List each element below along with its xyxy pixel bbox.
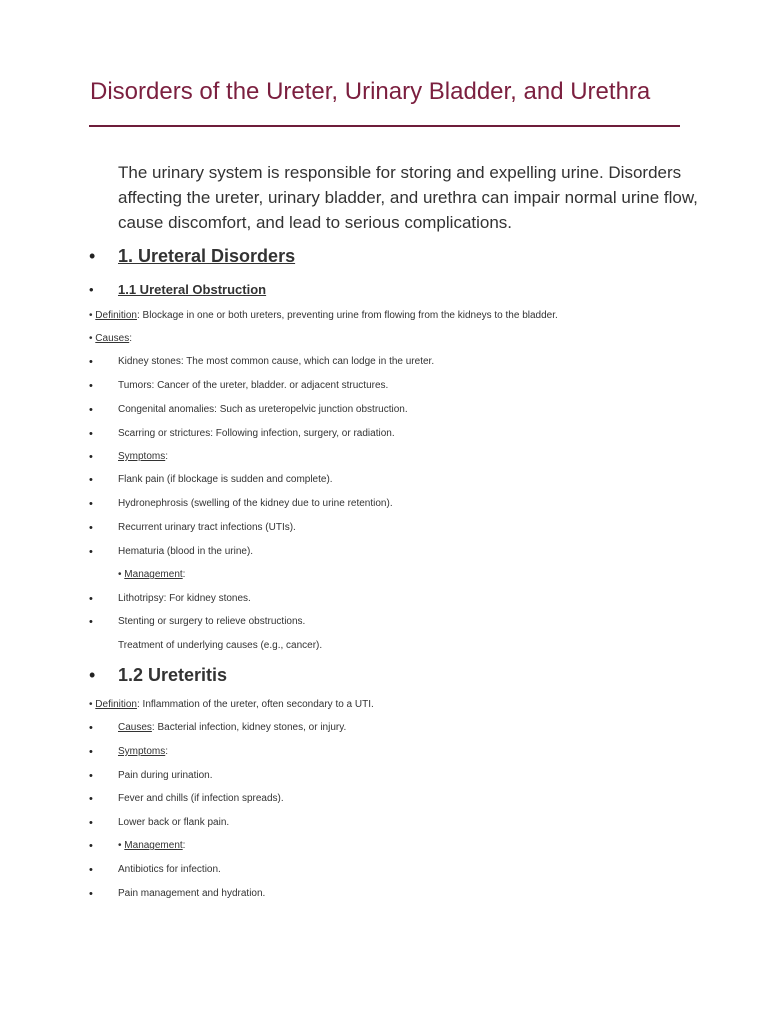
- bullet-icon: •: [89, 474, 93, 486]
- symptom-item: Hematuria (blood in the urine).: [118, 546, 254, 557]
- causes-text: : Bacterial infection, kidney stones, or injury.: [151, 722, 347, 733]
- subsection-1-1-heading: 1.1 Ureteral Obstruction: [118, 282, 267, 297]
- management-item: Stenting or surgery to relieve obstructions.: [118, 616, 306, 627]
- causes-label: Causes: [95, 333, 130, 344]
- bullet-icon: •: [89, 840, 93, 852]
- bullet-icon: •: [89, 246, 96, 266]
- definition-text: : Blockage in one or both ureters, preventing urine from flowing from the kidneys to the bladder.: [137, 310, 558, 321]
- cause-item: Congenital anomalies: Such as ureteropelvic junction obstruction.: [118, 404, 408, 415]
- bullet-icon: •: [89, 793, 93, 805]
- bullet-icon: •: [118, 840, 122, 851]
- bullet-icon: •: [89, 699, 93, 710]
- subsection-1-2-heading: 1.2 Ureteritis: [118, 665, 228, 685]
- bullet-icon: •: [89, 864, 93, 876]
- cause-item: Kidney stones: The most common cause, which can lodge in the ureter.: [118, 356, 435, 367]
- management-item: Antibiotics for infection.: [118, 864, 221, 875]
- symptom-item: Recurrent urinary tract infections (UTIs).: [118, 522, 296, 533]
- section-1-heading: 1. Ureteral Disorders: [118, 246, 296, 266]
- bullet-icon: •: [89, 333, 93, 344]
- cause-item: Tumors: Cancer of the ureter, bladder. or adjacent structures.: [118, 380, 389, 391]
- management-label: Management: [124, 569, 183, 580]
- symptoms-label: Symptoms: [118, 451, 166, 462]
- symptom-item: Flank pain (if blockage is sudden and complete).: [118, 474, 333, 485]
- definition-line: [89, 699, 374, 710]
- causes-line: • Causes:: [89, 333, 132, 344]
- bullet-icon: •: [89, 380, 93, 392]
- bullet-icon: •: [89, 282, 94, 297]
- definition-label: Definition: [95, 310, 137, 321]
- bullet-icon: •: [89, 593, 93, 605]
- bullet-icon: •: [89, 746, 93, 758]
- bullet-icon: •: [89, 498, 93, 510]
- bullet-icon: •: [89, 616, 93, 628]
- bullet-icon: •: [118, 569, 122, 580]
- management-item: Lithotripsy: For kidney stones.: [118, 593, 251, 604]
- bullet-icon: •: [89, 522, 93, 534]
- symptom-item: Lower back or flank pain.: [118, 817, 230, 828]
- symptoms-label: Symptoms: [118, 746, 166, 757]
- definition-line: [89, 310, 558, 321]
- management-item: Pain management and hydration.: [118, 888, 266, 899]
- page-title: Disorders of the Ureter, Urinary Bladder, and Urethra: [90, 78, 651, 105]
- bullet-icon: •: [89, 722, 93, 734]
- bullet-icon: •: [89, 451, 93, 463]
- bullet-icon: •: [89, 404, 93, 416]
- title-divider: [89, 125, 680, 127]
- cause-item: Scarring or strictures: Following infection, surgery, or radiation.: [118, 428, 395, 439]
- bullet-icon: •: [89, 356, 93, 368]
- bullet-icon: •: [89, 770, 93, 782]
- management-label: Management: [124, 840, 183, 851]
- management-item: Treatment of underlying causes (e.g., cancer).: [118, 640, 323, 651]
- bullet-icon: •: [89, 310, 93, 321]
- definition-text: : Inflammation of the ureter, often secondary to a UTI.: [137, 699, 374, 710]
- bullet-icon: •: [89, 665, 96, 685]
- symptom-item: Fever and chills (if infection spreads).: [118, 793, 284, 804]
- definition-label: Definition: [95, 699, 137, 710]
- bullet-icon: •: [89, 817, 93, 829]
- intro-paragraph: The urinary system is responsible for storing and expelling urine. Disorders affecting the ureter, urinary bladder, and urethra can impair normal urine flow, cause discomfort, and lead to serious complications.: [118, 163, 698, 232]
- symptom-item: Hydronephrosis (swelling of the kidney due to urine retention).: [118, 498, 393, 509]
- bullet-icon: •: [89, 888, 93, 900]
- causes-label: Causes: [118, 722, 152, 733]
- symptom-item: Pain during urination.: [118, 770, 213, 781]
- bullet-icon: •: [89, 546, 93, 558]
- bullet-icon: •: [89, 428, 93, 440]
